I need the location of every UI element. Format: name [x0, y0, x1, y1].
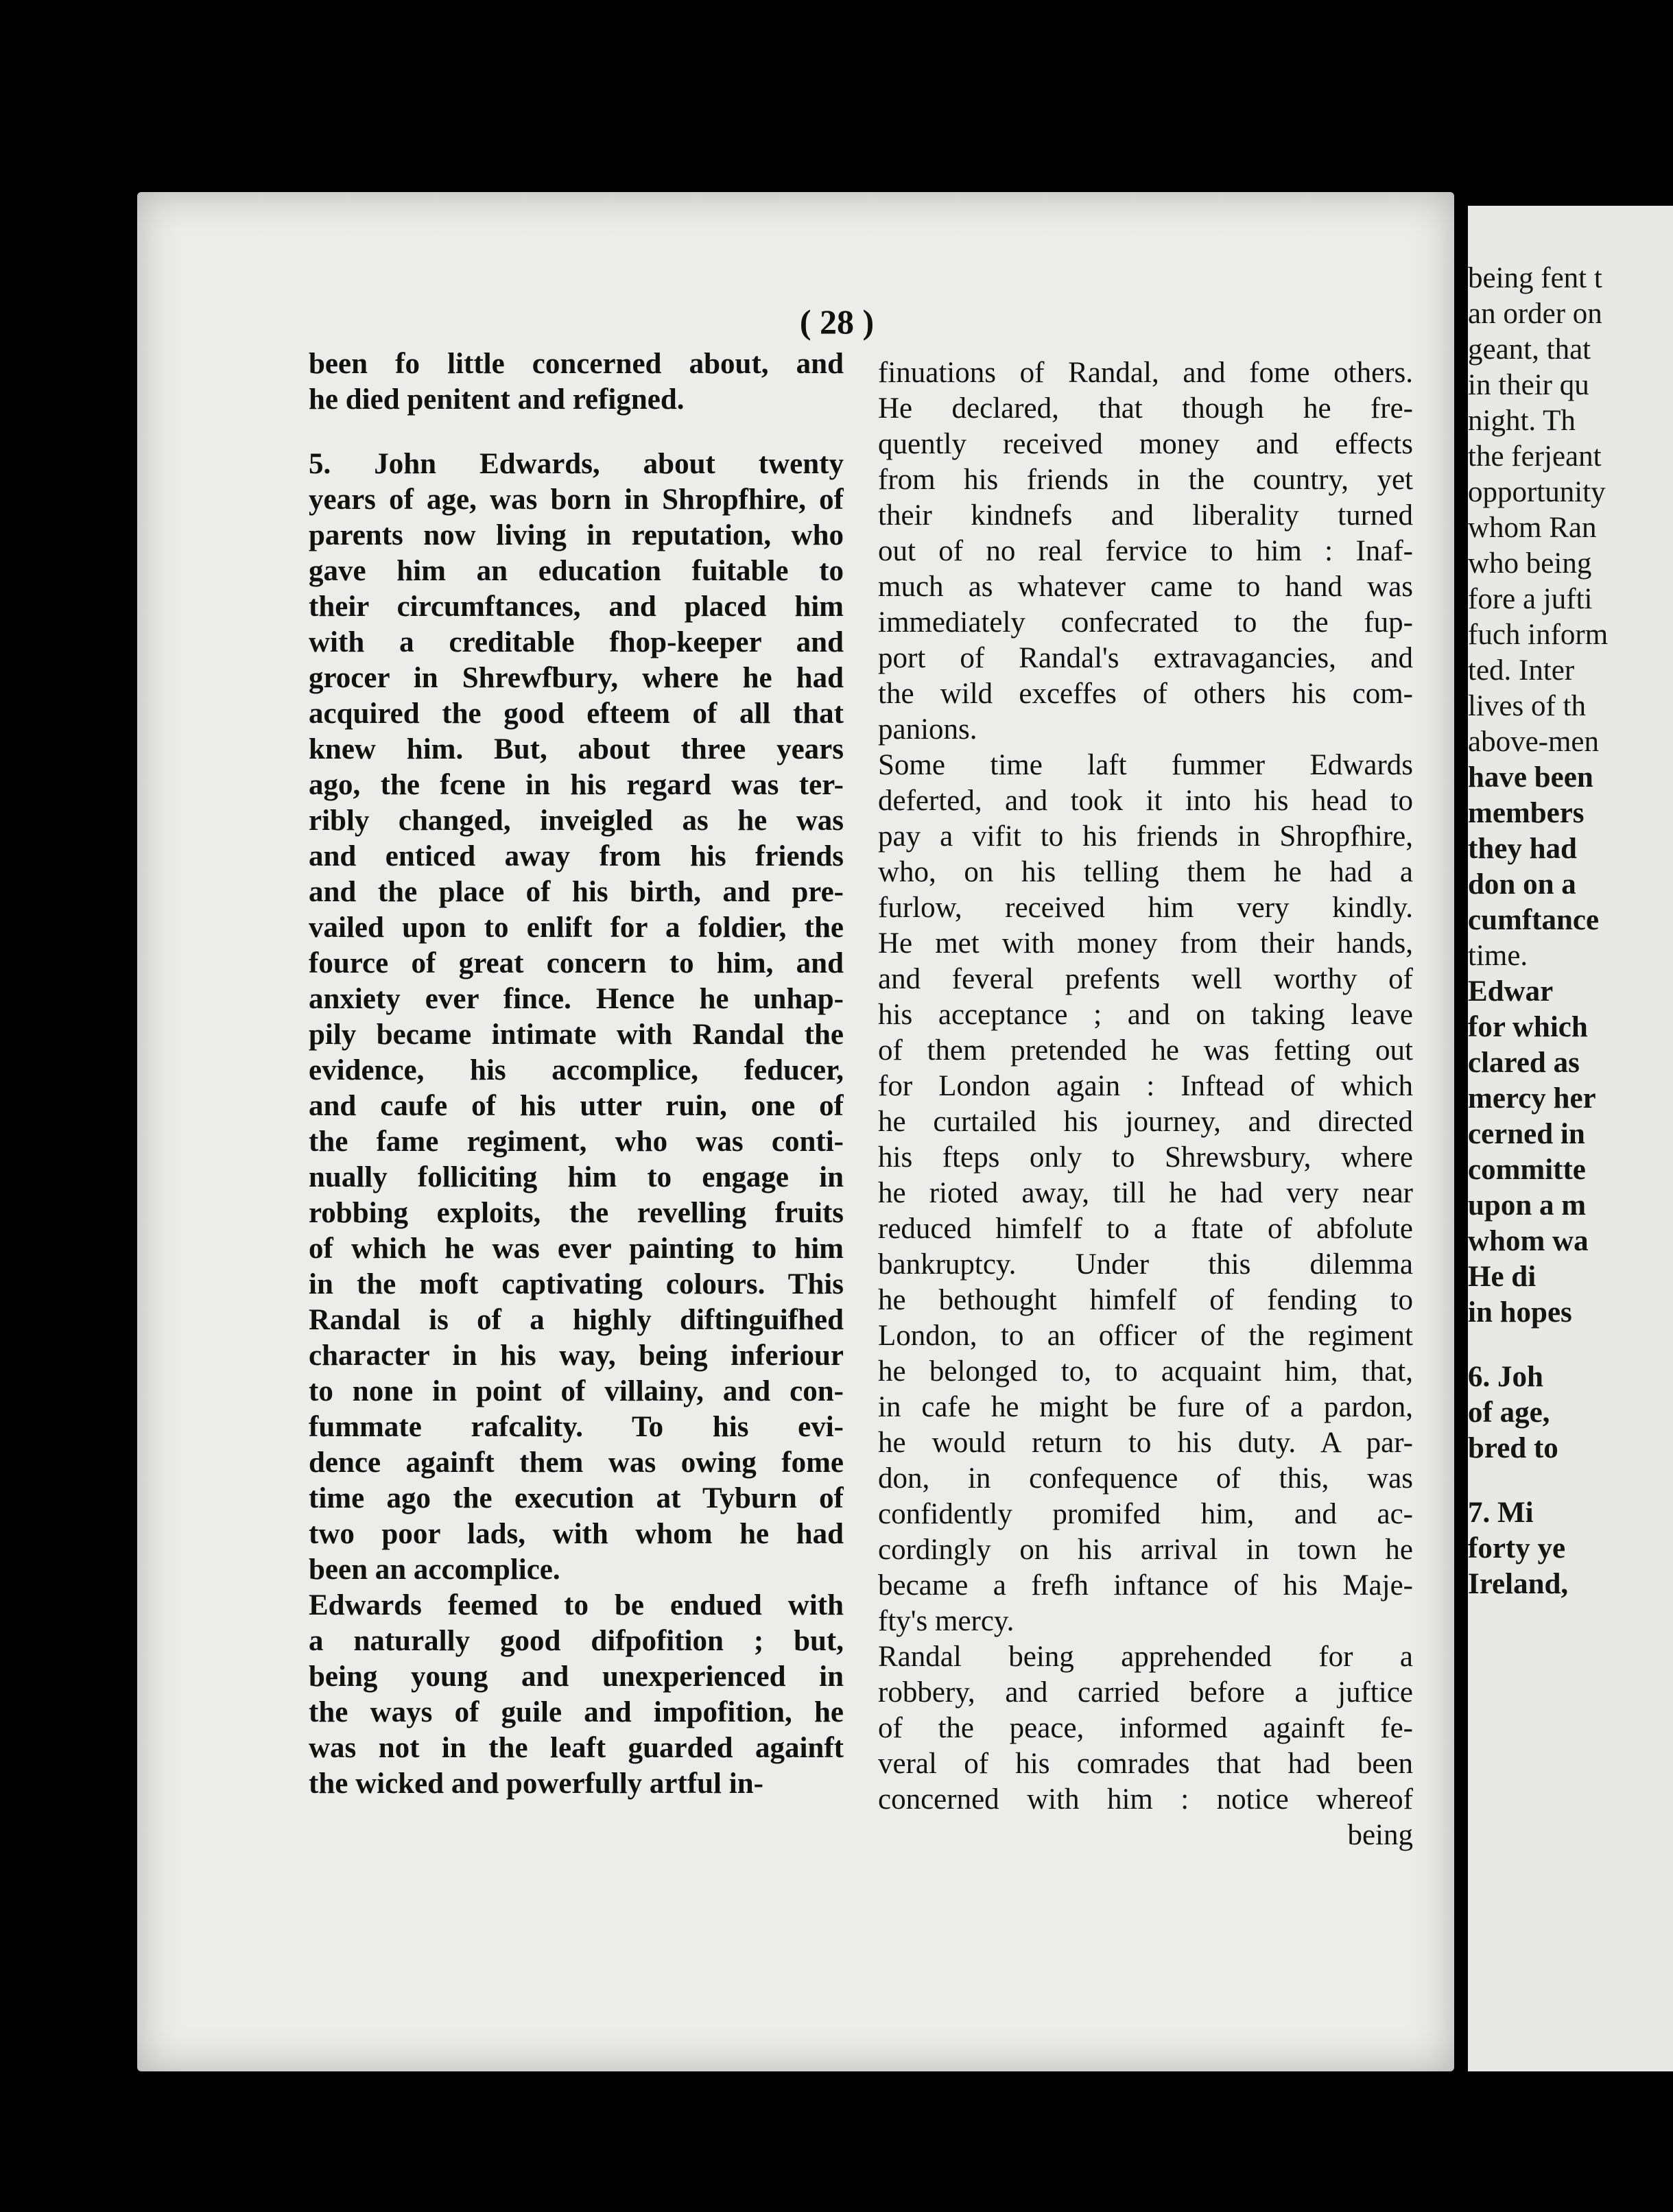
- right-text-column: [1468, 261, 1673, 1602]
- text-line: for London again : Inftead of which: [878, 1070, 1413, 1102]
- text-line: the ways of guile and impofition, he: [309, 1696, 844, 1728]
- text-line: for which: [1468, 1011, 1588, 1043]
- text-line: the ferjeant: [1468, 440, 1602, 473]
- text-line: don on a: [1468, 868, 1576, 901]
- text-line: a naturally good difpofition ; but,: [309, 1625, 844, 1657]
- text-line: fummate rafcality. To his evi-: [309, 1411, 844, 1443]
- text-line: two poor lads, with whom he had: [309, 1518, 844, 1550]
- text-line: became a frefh inftance of his Maje-: [878, 1569, 1413, 1602]
- text-line: he rioted away, till he had very near: [878, 1177, 1413, 1209]
- text-line: he bethought himfelf of fending to: [878, 1284, 1413, 1316]
- paragraph-gap: [1468, 1331, 1673, 1359]
- text-line: being young and unexperienced in: [309, 1661, 844, 1693]
- text-line: cordingly on his arrival in town he: [878, 1534, 1413, 1566]
- paragraph-gap: [1468, 1466, 1673, 1495]
- text-line: fore a jufti: [1468, 583, 1593, 615]
- text-line: robbing exploits, the revelling fruits: [309, 1197, 844, 1229]
- text-line: time ago the execution at Tyburn of: [309, 1482, 844, 1514]
- left-text-column: [309, 346, 844, 1802]
- text-line: concerned with him : notice whereof: [878, 1783, 1413, 1816]
- text-line: bankruptcy. Under this dilemma: [878, 1248, 1413, 1281]
- text-line: acquired the good efteem of all that: [309, 698, 844, 730]
- text-line: anxiety ever fince. Hence he unhap-: [309, 983, 844, 1015]
- text-line: to none in point of villainy, and con-: [309, 1375, 844, 1407]
- text-line: veral of his comrades that had been: [878, 1748, 1413, 1780]
- text-line: panions.: [878, 713, 977, 746]
- text-line: deferted, and took it into his head to: [878, 785, 1413, 817]
- text-line: evidence, his accomplice, feducer,: [309, 1054, 844, 1086]
- text-line: their circumftances, and placed him: [309, 591, 844, 623]
- text-line: who, on his telling them he had a: [878, 856, 1413, 888]
- text-line: quently received money and effects: [878, 428, 1413, 460]
- text-line: their kindnefs and liberality turned: [878, 499, 1413, 532]
- text-line: out of no real fervice to him : Inaf-: [878, 535, 1413, 567]
- text-line: have been: [1468, 761, 1593, 794]
- text-line: an order on: [1468, 298, 1602, 330]
- text-line: of them pretended he was fetting out: [878, 1034, 1413, 1067]
- text-line: of the peace, informed againft fe-: [878, 1712, 1413, 1744]
- text-line: Ireland,: [1468, 1568, 1569, 1600]
- text-line: the fame regiment, who was conti-: [309, 1126, 844, 1158]
- text-line: fty's mercy.: [878, 1605, 1015, 1637]
- text-line: He di: [1468, 1261, 1536, 1293]
- text-line: finuations of Randal, and fome others.: [878, 357, 1413, 389]
- text-line: been fo little concerned about, and: [309, 348, 844, 380]
- text-line: been an accomplice.: [309, 1554, 560, 1586]
- text-line: forty ye: [1468, 1532, 1566, 1565]
- text-line: and feveral prefents well worthy of: [878, 963, 1413, 995]
- text-line: of age,: [1468, 1396, 1550, 1429]
- text-line: grocer in Shrewfbury, where he had: [309, 662, 844, 694]
- text-line: London, to an officer of the regiment: [878, 1320, 1413, 1352]
- text-line: he curtailed his journey, and directed: [878, 1106, 1413, 1138]
- text-line: fuch inform: [1468, 619, 1609, 651]
- text-line: he would return to his duty. A par-: [878, 1427, 1413, 1459]
- text-line: clared as: [1468, 1047, 1580, 1079]
- text-line: being: [1347, 1819, 1413, 1851]
- text-line: confidently promifed him, and ac-: [878, 1498, 1413, 1530]
- text-line: cumftance: [1468, 904, 1600, 936]
- text-line: Some time laft fummer Edwards: [878, 749, 1413, 781]
- text-line: they had: [1468, 833, 1577, 865]
- text-line: Randal being apprehended for a: [878, 1641, 1413, 1673]
- text-line: Randal is of a highly diftinguifhed: [309, 1304, 844, 1336]
- text-line: and enticed away from his friends: [309, 840, 844, 872]
- text-line: pily became intimate with Randal the: [309, 1019, 844, 1051]
- text-line: the wicked and powerfully artful in-: [309, 1768, 763, 1800]
- text-line: time.: [1468, 940, 1528, 972]
- text-line: of which he was ever painting to him: [309, 1233, 844, 1265]
- text-line: and the place of his birth, and pre-: [309, 876, 844, 908]
- text-line: mercy her: [1468, 1082, 1596, 1115]
- text-line: dence againft them was owing fome: [309, 1447, 844, 1479]
- text-line: years of age, was born in Shropfhire, of: [309, 484, 844, 516]
- text-line: Edwar: [1468, 975, 1554, 1008]
- text-line: his fteps only to Shrewsbury, where: [878, 1141, 1413, 1174]
- text-line: vailed upon to enlift for a foldier, the: [309, 912, 844, 944]
- text-line: members: [1468, 797, 1585, 829]
- text-line: he belonged to, to acquaint him, that,: [878, 1355, 1413, 1388]
- text-line: ago, the fcene in his regard was ter-: [309, 769, 844, 801]
- page-number: ( 28 ): [799, 302, 875, 341]
- text-line: opportunity: [1468, 476, 1606, 508]
- text-line: his acceptance ; and on taking leave: [878, 999, 1413, 1031]
- text-line: the wild exceffes of others his com-: [878, 678, 1413, 710]
- text-line: don, in confequence of this, was: [878, 1462, 1413, 1495]
- text-line: character in his way, being inferiour: [309, 1340, 844, 1372]
- text-line: lives of th: [1468, 690, 1586, 722]
- text-line: He declared, that though he fre-: [878, 392, 1413, 425]
- text-line: night. Th: [1468, 405, 1576, 437]
- text-line: robbery, and carried before a juftice: [878, 1676, 1413, 1709]
- text-line: geant, that: [1468, 333, 1591, 366]
- text-line: from his friends in the country, yet: [878, 464, 1413, 496]
- text-line: fource of great concern to him, and: [309, 947, 844, 979]
- text-line: bred to: [1468, 1432, 1558, 1464]
- text-line: furlow, received him very kindly.: [878, 892, 1413, 924]
- middle-text-column: [878, 355, 1413, 1853]
- text-line: pay a vifit to his friends in Shropfhire,: [878, 820, 1413, 853]
- text-line: knew him. But, about three years: [309, 733, 844, 765]
- text-line: who being: [1468, 547, 1592, 580]
- text-line: with a creditable fhop-keeper and: [309, 626, 844, 658]
- text-line: in the moft captivating colours. This: [309, 1268, 844, 1300]
- book-page-right: [1468, 206, 1673, 2071]
- text-line: 6. Joh: [1468, 1361, 1543, 1393]
- text-line: immediately confecrated to the fup-: [878, 606, 1413, 639]
- text-line: Edwards feemed to be endued with: [309, 1589, 844, 1621]
- text-line: ribly changed, inveigled as he was: [309, 805, 844, 837]
- text-line: much as whatever came to hand was: [878, 571, 1413, 603]
- text-line: he died penitent and refigned.: [309, 383, 685, 416]
- text-line: committe: [1468, 1154, 1586, 1186]
- text-line: He met with money from their hands,: [878, 927, 1413, 960]
- text-line: ted. Inter: [1468, 654, 1575, 687]
- paragraph-gap: [309, 418, 844, 447]
- text-line: whom Ran: [1468, 512, 1597, 544]
- text-line: 7. Mi: [1468, 1497, 1534, 1529]
- text-line: whom wa: [1468, 1225, 1589, 1257]
- text-line: reduced himfelf to a ftate of abfolute: [878, 1213, 1413, 1245]
- text-line: port of Randal's extravagancies, and: [878, 642, 1413, 674]
- text-line: in cafe he might be fure of a pardon,: [878, 1391, 1413, 1423]
- text-line: in hopes: [1468, 1296, 1572, 1329]
- text-line: 5. John Edwards, about twenty: [309, 448, 844, 480]
- text-line: above-men: [1468, 726, 1600, 758]
- text-line: upon a m: [1468, 1189, 1587, 1222]
- text-line: parents now living in reputation, who: [309, 519, 844, 551]
- text-line: and caufe of his utter ruin, one of: [309, 1090, 844, 1122]
- text-line: was not in the leaft guarded againft: [309, 1732, 844, 1764]
- text-line: nually folliciting him to engage in: [309, 1161, 844, 1193]
- text-line: cerned in: [1468, 1118, 1585, 1150]
- text-line: in their qu: [1468, 369, 1589, 401]
- text-line: gave him an education fuitable to: [309, 555, 844, 587]
- text-line: being fent t: [1468, 262, 1602, 294]
